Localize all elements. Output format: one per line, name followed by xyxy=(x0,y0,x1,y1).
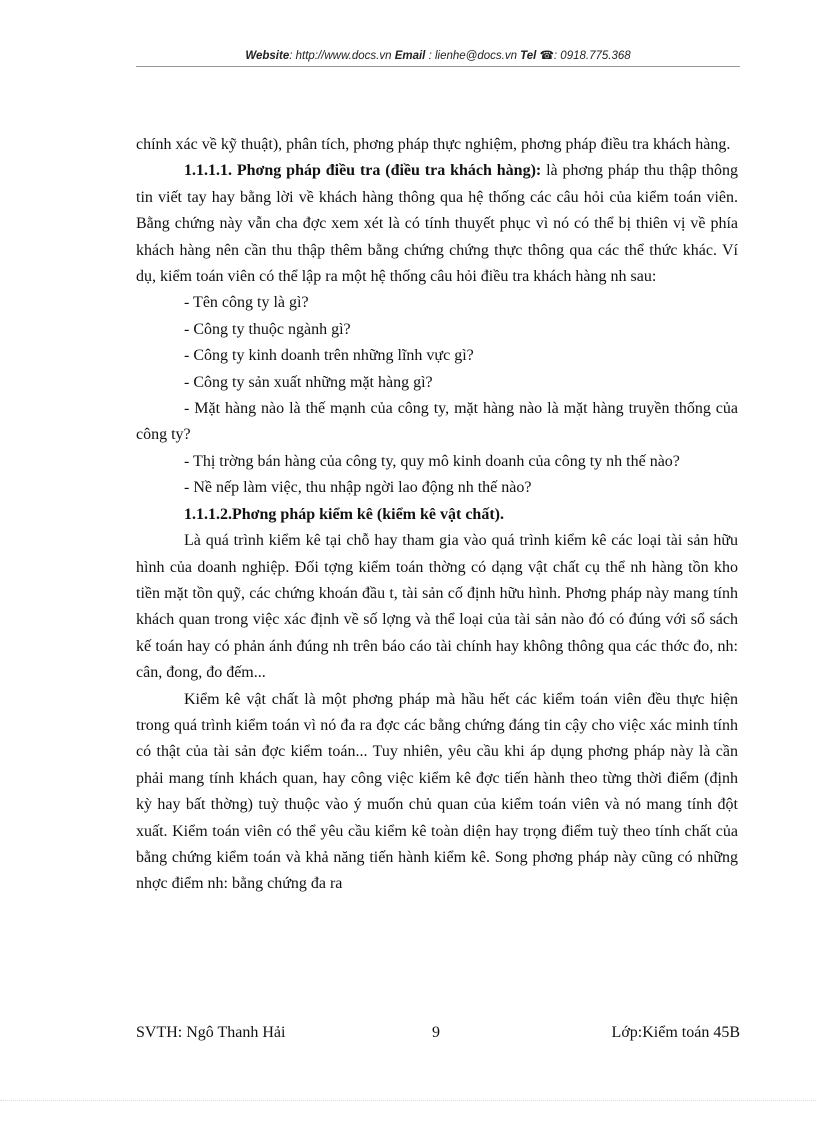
list-item: - Công ty kinh doanh trên những lĩnh vực gì? xyxy=(184,347,474,365)
paragraph-inventory: Là quá trình kiểm kê tại chỗ hay tham gia vào quá trình kiểm kê các loại tài sản hữu hình của doanh nghiệp. Đối tợng kiểm toán thờng có dạng vật chất cụ thể nh hàng tồn kho tiền mặt tồn quỹ, các chứng khoán đầu t, tài sản cố định hữu hình. Phơng pháp này mang tính khách quan trong việc xác định về số lợng và thể loại của tài sản nào đó có đúng với sổ sách kế toán hay có phản ánh đúng nh trên báo cáo tài chính hay không thông qua các thớc đo, nh: cân, đong, đo đếm... xyxy=(136,532,738,682)
list-item: - Mặt hàng nào là thế mạnh của công ty, mặt hàng nào là mặt hàng truyền thống của công ty? xyxy=(136,400,738,444)
footer-student: SVTH: Ngô Thanh Hải xyxy=(136,1024,286,1041)
page-footer xyxy=(136,1024,740,1048)
list-item: - Tên công ty là gì? xyxy=(184,294,309,312)
phone-icon: ☎ xyxy=(539,50,554,62)
tel-value: : 0918.775.368 xyxy=(553,50,631,62)
email-label: Email xyxy=(394,50,426,62)
list-item: - Nề nếp làm việc, thu nhập ngời lao động nh thế nào? xyxy=(184,479,532,497)
document-body xyxy=(136,132,738,898)
section-heading: 1.1.1.1. Phơng pháp điều tra (điều tra khách hàng): xyxy=(184,162,542,180)
paragraph-intro: chính xác về kỹ thuật), phân tích, phơng pháp thực nghiệm, phơng pháp điều tra khách hàng. xyxy=(136,136,731,153)
website-value: : http://www.docs.vn xyxy=(289,50,392,62)
list-item: - Công ty thuộc ngành gì? xyxy=(184,320,351,338)
list-item: - Công ty sản xuất những mặt hàng gì? xyxy=(184,373,433,391)
section-text: là phơng pháp thu thập thông tin viết tay hay bằng lời về khách hàng thông qua hệ thống các câu hỏi của kiểm toán viên. Bằng chứng này vẫn cha đợc xem xét là có tính thuyết phục vì nó có thể bị thiên vị về phía khách hàng nên cần thu thập thêm bằng chứng chứng thực thông qua các thể thức khác. Ví dụ, kiểm toán viên có thể lập ra một hệ thống câu hỏi điều tra khách hàng nh sau: xyxy=(136,162,739,286)
list-item: - Thị trờng bán hàng của công ty, quy mô kinh doanh của công ty nh thế nào? xyxy=(184,452,680,470)
footer-class: Lớp:Kiểm toán 45B xyxy=(611,1024,740,1041)
section-heading-1-1-1-2: 1.1.1.2.Phơng pháp kiểm kê (kiểm kê vật chất). xyxy=(184,505,504,523)
page-number: 9 xyxy=(432,1024,440,1041)
tel-label: Tel xyxy=(520,50,537,62)
section-1-1-1-1 xyxy=(136,158,738,290)
page-header xyxy=(136,48,740,62)
email-value: : lienhe@docs.vn xyxy=(428,50,517,62)
header-divider xyxy=(136,66,740,67)
paragraph-physical-count: Kiểm kê vật chất là một phơng pháp mà hầu hết các kiểm toán viên đều thực hiện trong quá trình kiểm toán vì nó đa ra đợc các bằng chứng đáng tin cậy cho việc xác minh tính có thật của tài sản đợc kiểm toán... Tuy nhiên, yêu cầu khi áp dụng phơng pháp này là cần phải mang tính khách quan, hay công việc kiểm kê đợc tiến hành theo từng thời điểm (định kỳ hay bất thờng) tuỳ thuộc vào ý muốn chủ quan của kiểm toán viên và nó mang tính đột xuất. Kiểm toán viên có thể yêu cầu kiểm kê toàn diện hay trọng điểm tuỳ theo tính chất của bằng chứng kiểm toán và khả năng tiến hành kiểm kê. Song phơng pháp này cũng có những nhợc điểm nh: bằng chứng đa ra xyxy=(136,690,738,893)
website-label: Website xyxy=(245,50,290,62)
page-bottom-border xyxy=(0,1100,816,1101)
